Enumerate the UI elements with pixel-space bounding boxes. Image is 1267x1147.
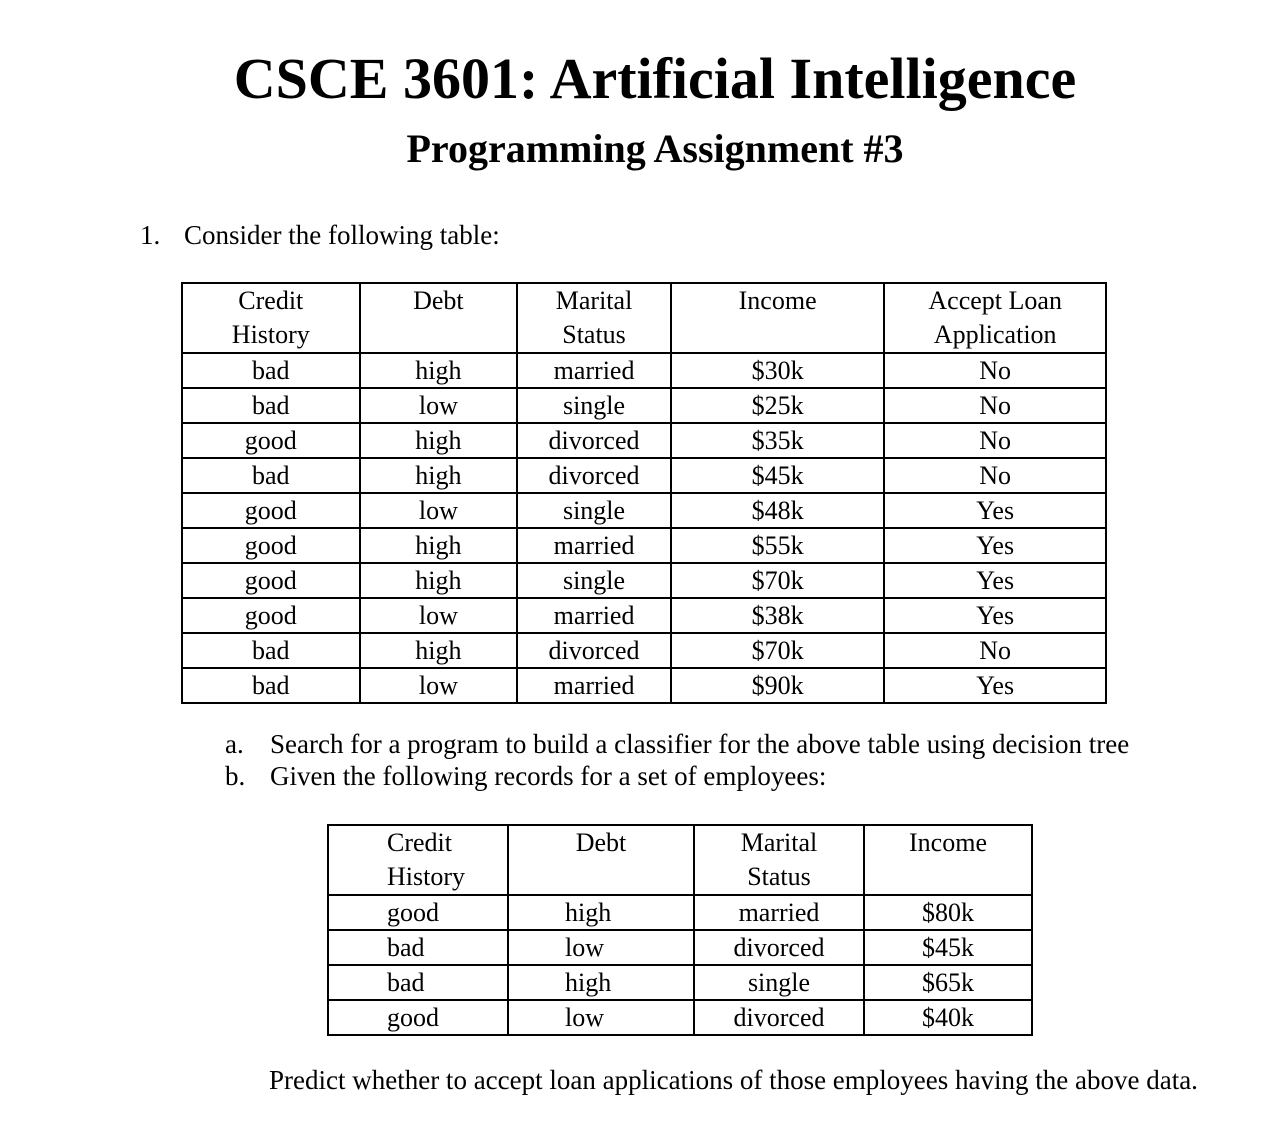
table-row	[182, 458, 1106, 493]
question-text: Consider the following table:	[184, 220, 500, 250]
cell-debt: high	[360, 353, 518, 388]
cell-debt: low	[360, 493, 518, 528]
question-number: 1.	[140, 220, 161, 250]
cell-marital-status: divorced	[517, 633, 671, 668]
cell-debt: high	[360, 633, 518, 668]
table-row	[328, 930, 1032, 965]
cell-marital-status: single	[517, 388, 671, 423]
cell-debt: low	[360, 598, 518, 633]
table-row	[182, 633, 1106, 668]
cell-marital-status: married	[517, 528, 671, 563]
loan-training-table	[181, 282, 1107, 704]
cell-income: $90k	[671, 668, 884, 703]
cell-marital-status: single	[694, 965, 864, 1000]
table-row	[328, 1000, 1032, 1035]
cell-credit-history: bad	[182, 458, 360, 493]
header-income: Income	[864, 825, 1032, 895]
table-row	[182, 668, 1106, 703]
cell-income: $30k	[671, 353, 884, 388]
cell-credit-history: bad	[182, 388, 360, 423]
closing-instruction: Predict whether to accept loan applications of those employees having the above data.	[269, 1065, 1198, 1095]
cell-debt: low	[360, 388, 518, 423]
subitem-b-text: Given the following records for a set of employees:	[270, 761, 827, 791]
cell-accept-loan: No	[884, 353, 1106, 388]
table-row	[182, 563, 1106, 598]
cell-debt: high	[508, 895, 694, 930]
cell-accept-loan: Yes	[884, 598, 1106, 633]
subitem-b-label: b.	[225, 761, 246, 791]
table-row	[182, 528, 1106, 563]
cell-accept-loan: No	[884, 388, 1106, 423]
cell-credit-history: good	[182, 563, 360, 598]
cell-income: $45k	[671, 458, 884, 493]
cell-marital-status: single	[517, 563, 671, 598]
employee-records-table	[327, 824, 1033, 1036]
header-income: Income	[671, 283, 884, 353]
cell-marital-status: divorced	[517, 423, 671, 458]
cell-credit-history: good	[182, 493, 360, 528]
table-row	[182, 423, 1106, 458]
header-debt: Debt	[508, 825, 694, 895]
cell-debt: low	[360, 668, 518, 703]
cell-credit-history: bad	[328, 965, 508, 1000]
header-marital-status: Marital Status	[517, 283, 671, 353]
table-row	[328, 965, 1032, 1000]
cell-credit-history: good	[182, 423, 360, 458]
cell-marital-status: divorced	[517, 458, 671, 493]
cell-marital-status: single	[517, 493, 671, 528]
cell-marital-status: divorced	[694, 930, 864, 965]
cell-debt: high	[360, 458, 518, 493]
cell-accept-loan: Yes	[884, 563, 1106, 598]
table-row	[182, 598, 1106, 633]
table-row	[328, 895, 1032, 930]
cell-income: $35k	[671, 423, 884, 458]
cell-debt: high	[360, 423, 518, 458]
cell-accept-loan: No	[884, 633, 1106, 668]
cell-debt: high	[360, 528, 518, 563]
header-credit-history: Credit History	[182, 283, 360, 353]
header-debt: Debt	[360, 283, 518, 353]
cell-income: $70k	[671, 563, 884, 598]
document-subtitle: Programming Assignment #3	[406, 126, 904, 171]
cell-income: $65k	[864, 965, 1032, 1000]
cell-credit-history: bad	[328, 930, 508, 965]
cell-credit-history: good	[328, 895, 508, 930]
cell-credit-history: bad	[182, 633, 360, 668]
cell-credit-history: good	[182, 598, 360, 633]
table-header-row	[182, 283, 1106, 353]
header-credit-history: Credit History	[328, 825, 508, 895]
cell-credit-history: good	[328, 1000, 508, 1035]
cell-accept-loan: Yes	[884, 493, 1106, 528]
table-row	[182, 388, 1106, 423]
cell-accept-loan: Yes	[884, 668, 1106, 703]
header-marital-status: Marital Status	[694, 825, 864, 895]
subitem-a-label: a.	[225, 729, 244, 759]
cell-income: $45k	[864, 930, 1032, 965]
cell-accept-loan: No	[884, 423, 1106, 458]
table-row	[182, 353, 1106, 388]
cell-credit-history: bad	[182, 668, 360, 703]
cell-marital-status: married	[517, 353, 671, 388]
cell-marital-status: married	[694, 895, 864, 930]
cell-accept-loan: No	[884, 458, 1106, 493]
document-title: CSCE 3601: Artificial Intelligence	[233, 46, 1077, 111]
cell-debt: high	[508, 965, 694, 1000]
cell-income: $40k	[864, 1000, 1032, 1035]
cell-credit-history: good	[182, 528, 360, 563]
table-row	[182, 493, 1106, 528]
cell-debt: high	[360, 563, 518, 598]
cell-debt: low	[508, 1000, 694, 1035]
cell-marital-status: married	[517, 668, 671, 703]
cell-accept-loan: Yes	[884, 528, 1106, 563]
cell-marital-status: divorced	[694, 1000, 864, 1035]
table-header-row	[328, 825, 1032, 895]
cell-income: $48k	[671, 493, 884, 528]
cell-income: $80k	[864, 895, 1032, 930]
cell-marital-status: married	[517, 598, 671, 633]
cell-income: $70k	[671, 633, 884, 668]
header-accept-loan: Accept Loan Application	[884, 283, 1106, 353]
cell-income: $38k	[671, 598, 884, 633]
subitem-a-text: Search for a program to build a classifier for the above table using decision tree	[270, 729, 1130, 759]
cell-debt: low	[508, 930, 694, 965]
cell-income: $55k	[671, 528, 884, 563]
cell-credit-history: bad	[182, 353, 360, 388]
cell-income: $25k	[671, 388, 884, 423]
